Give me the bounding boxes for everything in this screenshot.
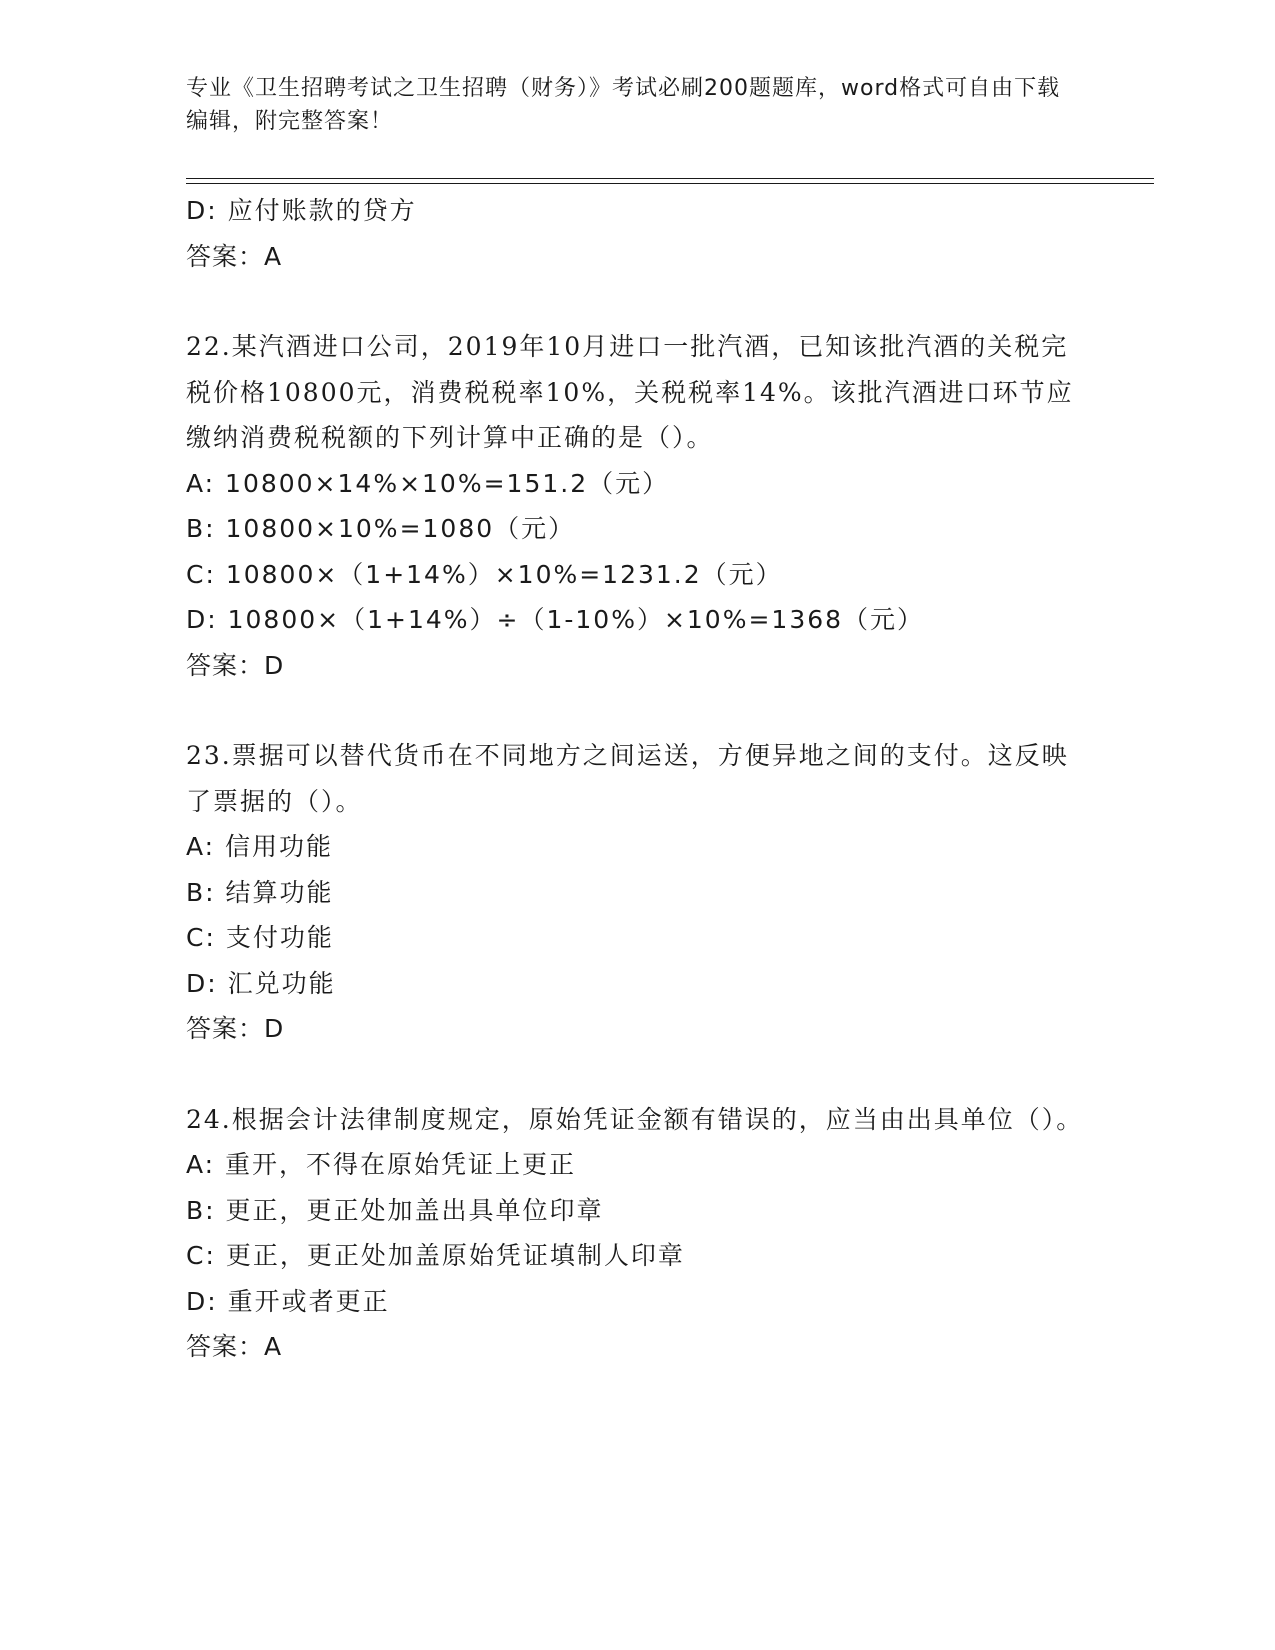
page-header: 专业《卫生招聘考试之卫生招聘（财务）》考试必刷200题题库，word格式可自由下载编辑，附完整答案！ xyxy=(186,76,1061,134)
question-answer: 答案：D xyxy=(186,1014,285,1043)
question-24 xyxy=(186,1097,1086,1370)
question-answer: 答案：D xyxy=(186,650,285,680)
option-c: C: 10800×（1+14%）×10%=1231.2（元） xyxy=(186,559,783,589)
document-body xyxy=(186,188,1086,1370)
question-stem: 24.根据会计法律制度规定，原始凭证金额有错误的，应当由出具单位（）。 xyxy=(186,1104,1084,1134)
option-a: A: 重开，不得在原始凭证上更正 xyxy=(186,1150,577,1179)
option-c: C: 更正，更正处加盖原始凭证填制人印章 xyxy=(186,1241,685,1270)
option-d: D: 汇兑功能 xyxy=(186,968,336,998)
option-d: D: 10800×（1+14%）÷（1-10%）×10%=1368（元） xyxy=(186,605,925,634)
prev-question-answer: 答案：A xyxy=(186,241,283,271)
question-stem: 23.票据可以替代货币在不同地方之间运送，方便异地之间的支付。这反映了票据的（）。 xyxy=(186,741,1069,816)
option-c: C: 支付功能 xyxy=(186,923,334,952)
prev-question-option-d: D: 应付账款的贷方 xyxy=(186,196,417,225)
question-23 xyxy=(186,733,1086,1052)
option-d: D: 重开或者更正 xyxy=(186,1286,390,1316)
question-stem: 22.某汽酒进口公司，2019年10月进口一批汽酒，已知该批汽酒的关税完税价格10800元，消费税税率10%，关税税率14%。该批汽酒进口环节应缴纳消费税税额的下列计算中正确的是（）。 xyxy=(186,332,1074,452)
option-b: B: 10800×10%=1080（元） xyxy=(186,514,576,543)
option-a: A: 信用功能 xyxy=(186,832,334,861)
option-b: B: 结算功能 xyxy=(186,877,334,907)
question-answer: 答案：A xyxy=(186,1332,283,1361)
option-a: A: 10800×14%×10%=151.2（元） xyxy=(186,468,670,498)
option-b: B: 更正，更正处加盖出具单位印章 xyxy=(186,1195,604,1225)
header-divider xyxy=(186,178,1154,184)
question-22 xyxy=(186,324,1086,688)
